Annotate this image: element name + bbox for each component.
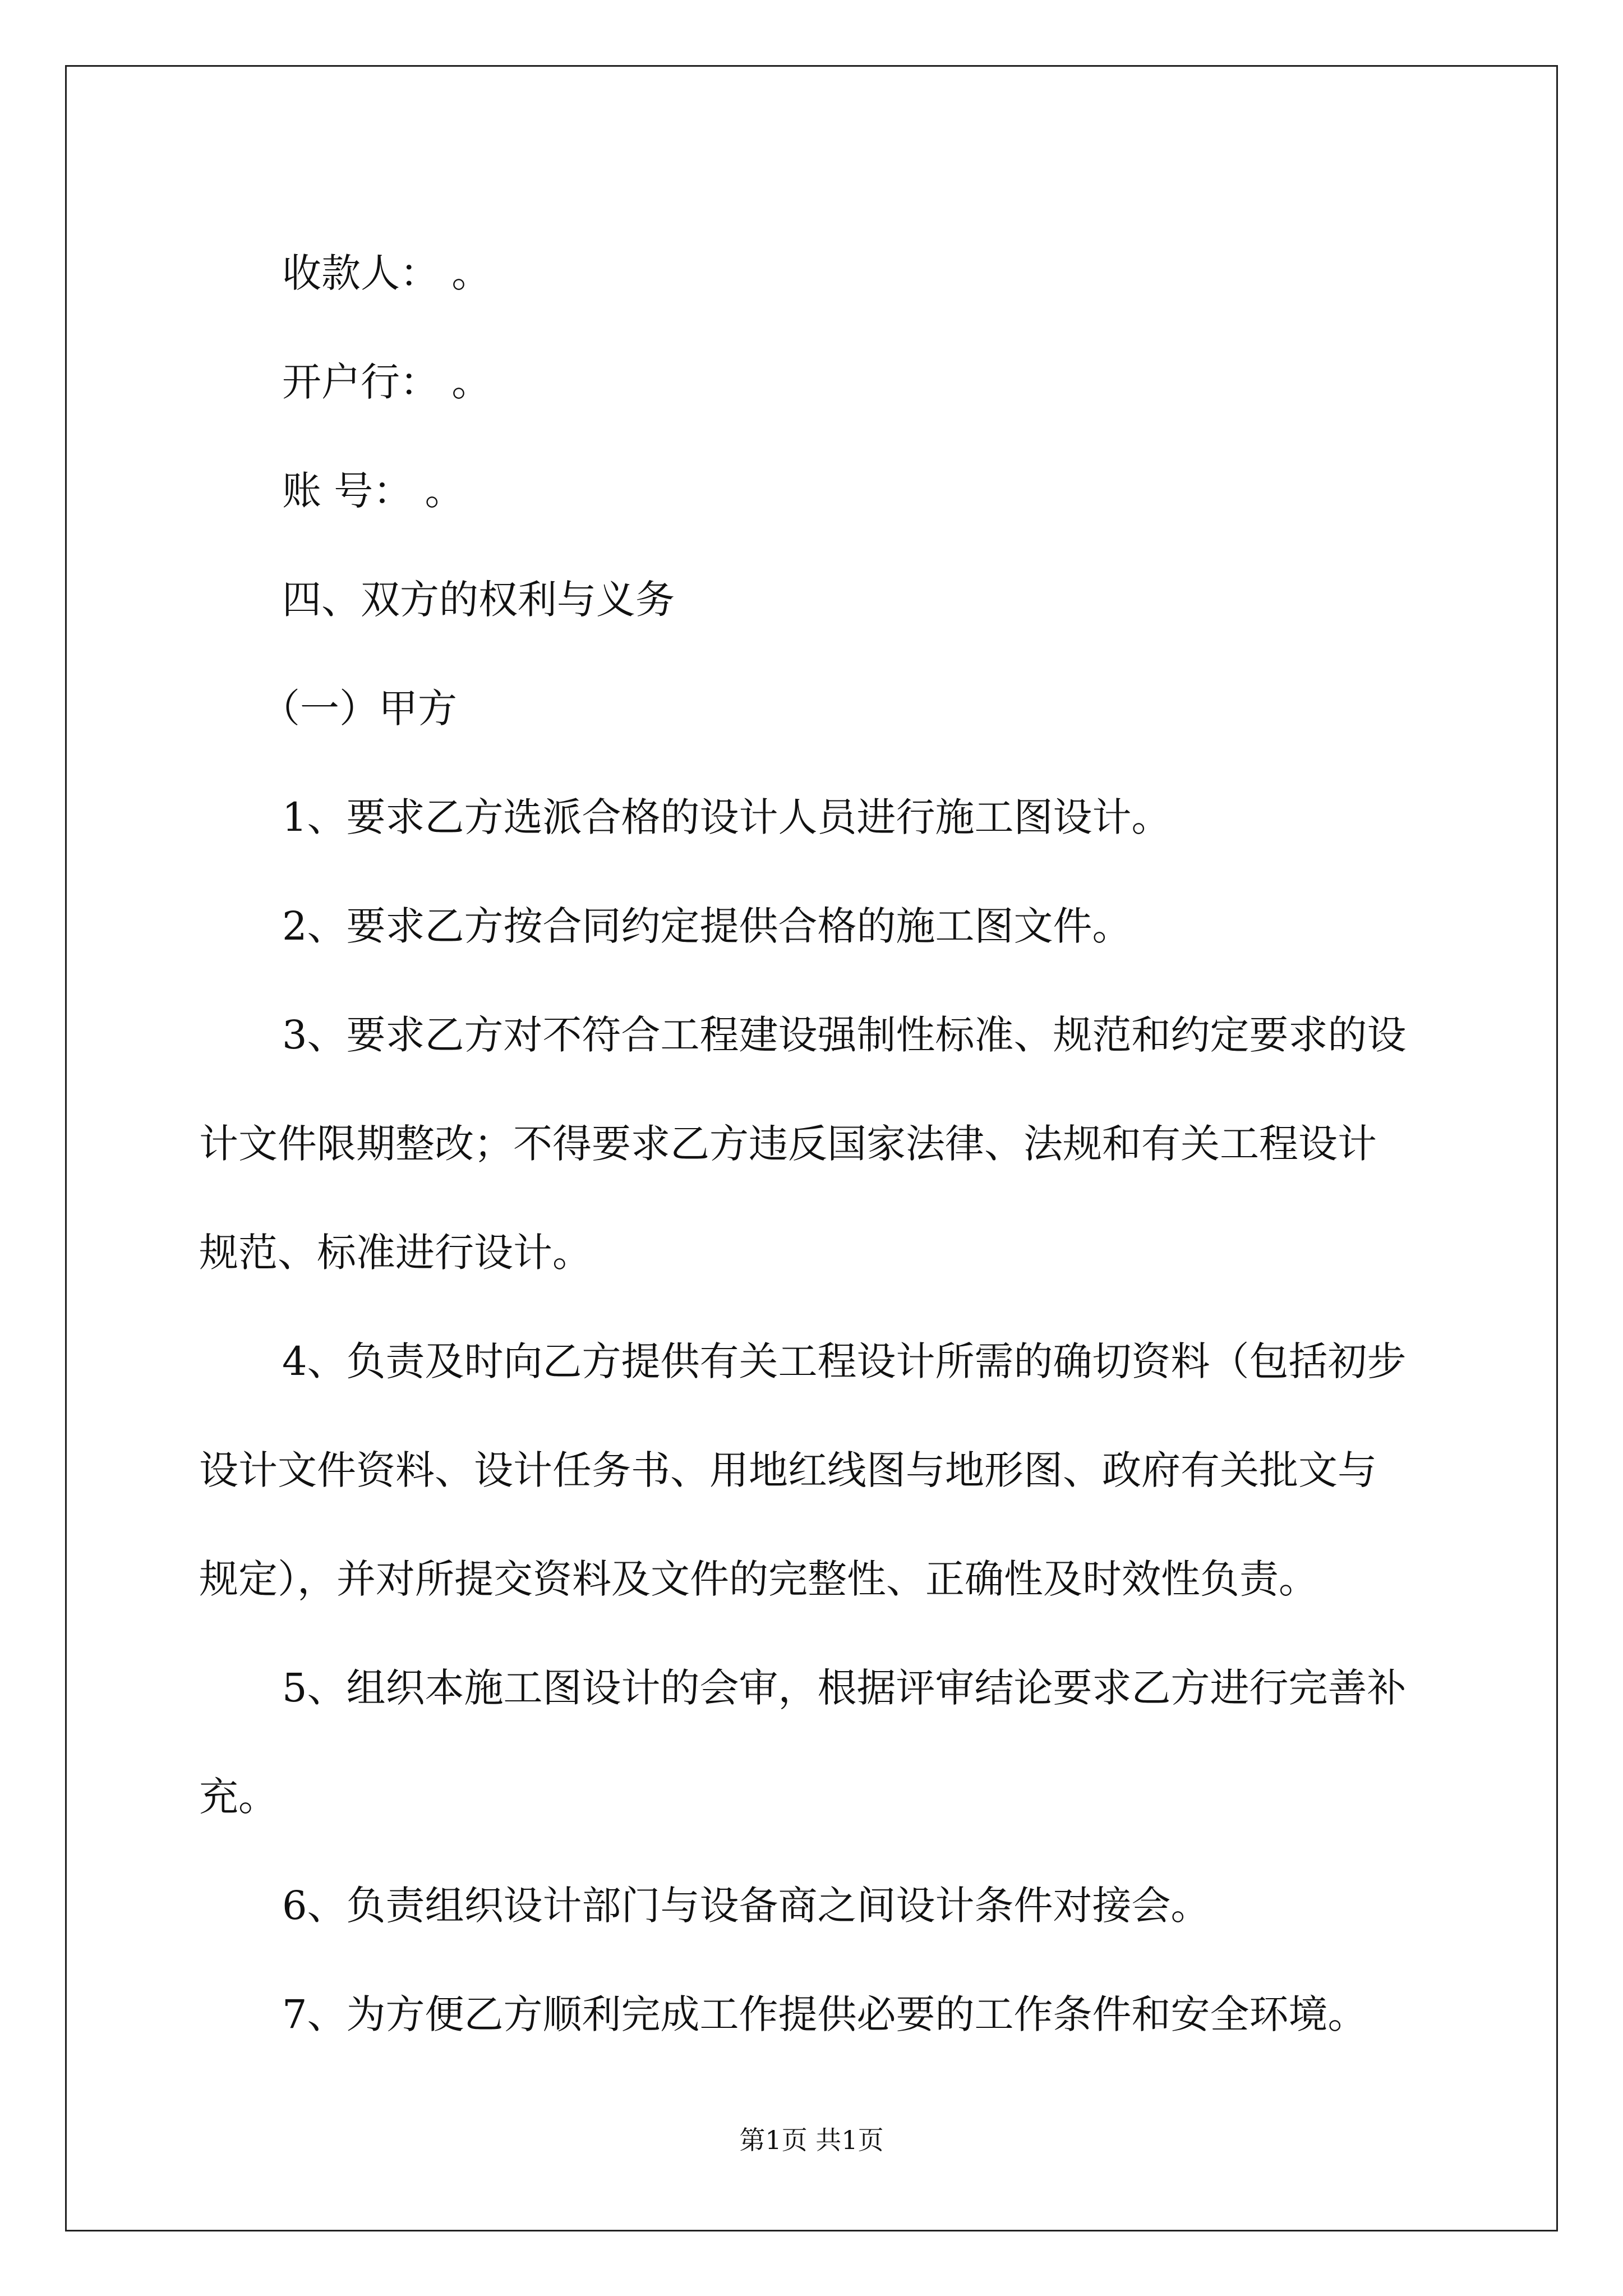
paragraph-item5-line-1: 5、组织本施工图设计的会审，根据评审结论要求乙方进行完善补 xyxy=(282,1665,1407,1711)
paragraph-item7: 7、为方便乙方顺利完成工作提供必要的工作条件和安全环境。 xyxy=(282,1991,1367,2037)
paragraph-account: 账 号： 。 xyxy=(282,468,464,514)
paragraph-item2: 2、要求乙方按合同约定提供合格的施工图文件。 xyxy=(282,903,1132,949)
paragraph-item6: 6、负责组织设计部门与设备商之间设计条件对接会。 xyxy=(282,1883,1210,1929)
paragraph-item3-line-1: 3、要求乙方对不符合工程建设强制性标准、规范和约定要求的设 xyxy=(282,1012,1407,1058)
paragraph-item4-line-1: 4、负责及时向乙方提供有关工程设计所需的确切资料（包括初步 xyxy=(282,1338,1407,1384)
paragraph-item3-line-3: 规范、标准进行设计。 xyxy=(199,1230,592,1276)
paragraph-item3-line-2: 计文件限期整改；不得要求乙方违反国家法律、法规和有关工程设计 xyxy=(199,1121,1377,1167)
document-body xyxy=(199,219,1433,2069)
paragraph-item1: 1、要求乙方选派合格的设计人员进行施工图设计。 xyxy=(282,794,1171,840)
paragraph-bank: 开户行： 。 xyxy=(282,359,491,405)
paragraph-section4: 四、双方的权利与义务 xyxy=(282,577,675,623)
paragraph-party-a-heading: （一）甲方 xyxy=(261,685,457,731)
paragraph-item5-line-2: 充。 xyxy=(199,1774,278,1820)
paragraph-item4-line-2: 设计文件资料、设计任务书、用地红线图与地形图、政府有关批文与 xyxy=(199,1447,1377,1493)
paragraph-item4-line-3: 规定），并对所提交资料及文件的完整性、正确性及时效性负责。 xyxy=(199,1556,1318,1602)
paragraph-payee: 收款人： 。 xyxy=(282,250,491,296)
page-footer: 第1页 共1页 xyxy=(739,2125,884,2155)
